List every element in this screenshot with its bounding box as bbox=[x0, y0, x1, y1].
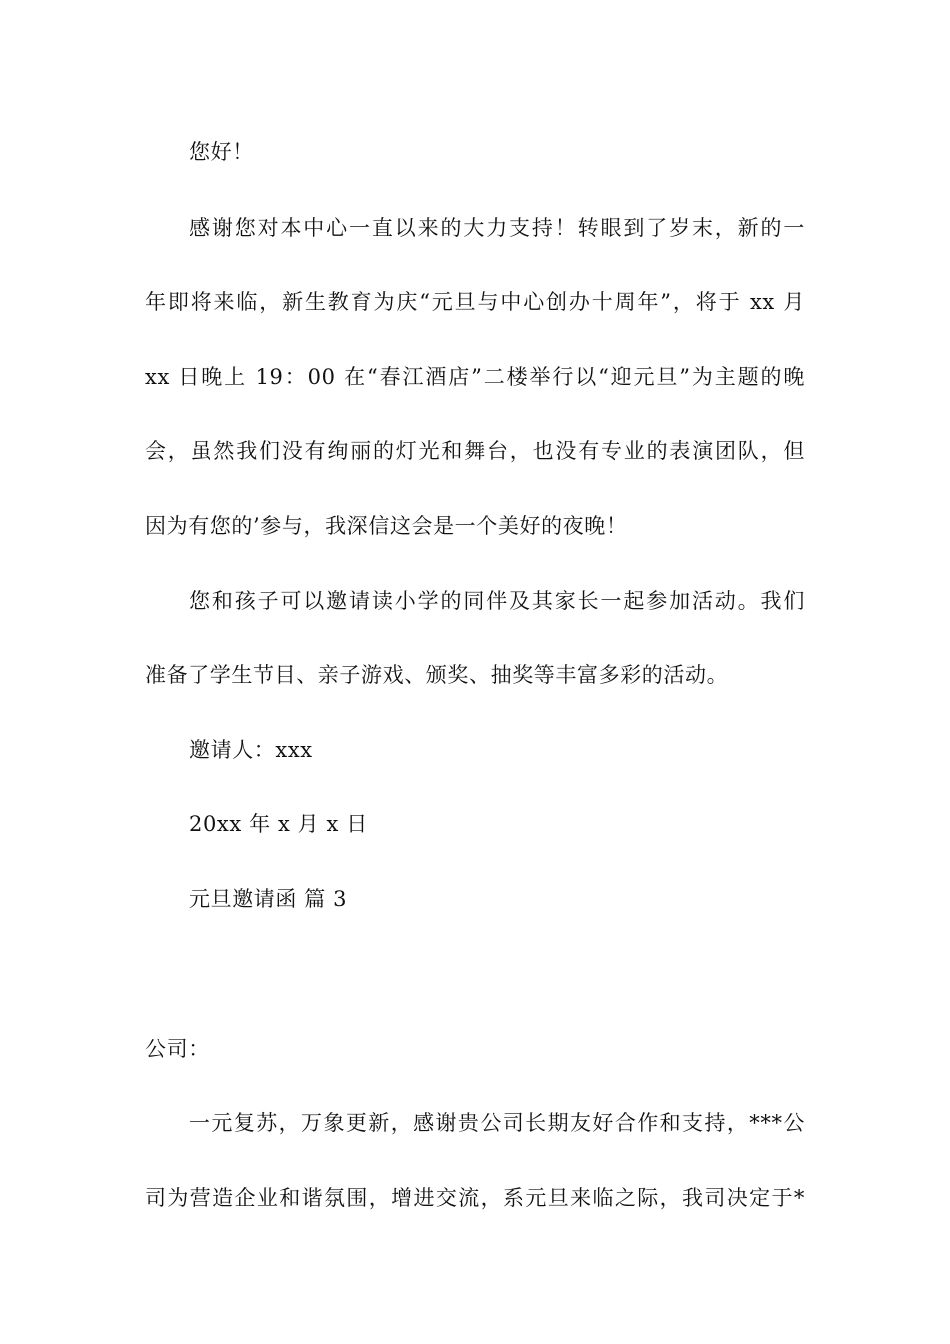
paragraph-1-line-1: 感谢您对本中心一直以来的大力支持！转眼到了岁末，新的一 bbox=[189, 216, 805, 240]
paragraph-1-line-3: xx 日晚上 19：00 在“春江酒店”二楼举行以“迎元旦”为主题的晚 bbox=[145, 365, 805, 389]
paragraph-1-line-2: 年即将来临，新生教育为庆“元旦与中心创办十周年”，将于 xx 月 bbox=[145, 290, 805, 314]
paragraph-2-line-2: 准备了学生节目、亲子游戏、颁奖、抽奖等丰富多彩的活动。 bbox=[145, 663, 729, 687]
paragraph-3-line-2: 司为营造企业和谐氛围，增进交流，系元旦来临之际，我司决定于* bbox=[145, 1186, 805, 1210]
paragraph-1-line-5: 因为有您的’参与，我深信这会是一个美好的夜晚！ bbox=[145, 514, 628, 538]
paragraph-1-line-4: 会，虽然我们没有绚丽的灯光和舞台，也没有专业的表演团队，但 bbox=[145, 439, 805, 463]
paragraph-2-line-1: 您和孩子可以邀请读小学的同伴及其家长一起参加活动。我们 bbox=[189, 589, 805, 613]
greeting: 您好！ bbox=[189, 140, 254, 164]
paragraph-3-line-1: 一元复苏，万象更新，感谢贵公司长期友好合作和支持，***公 bbox=[189, 1111, 805, 1135]
inviter-line: 邀请人：xxx bbox=[189, 738, 313, 762]
section-heading: 元旦邀请函 篇 3 bbox=[189, 887, 348, 911]
company-salutation: 公司： bbox=[145, 1037, 210, 1061]
date-line: 20xx 年 x 月 x 日 bbox=[189, 812, 368, 836]
